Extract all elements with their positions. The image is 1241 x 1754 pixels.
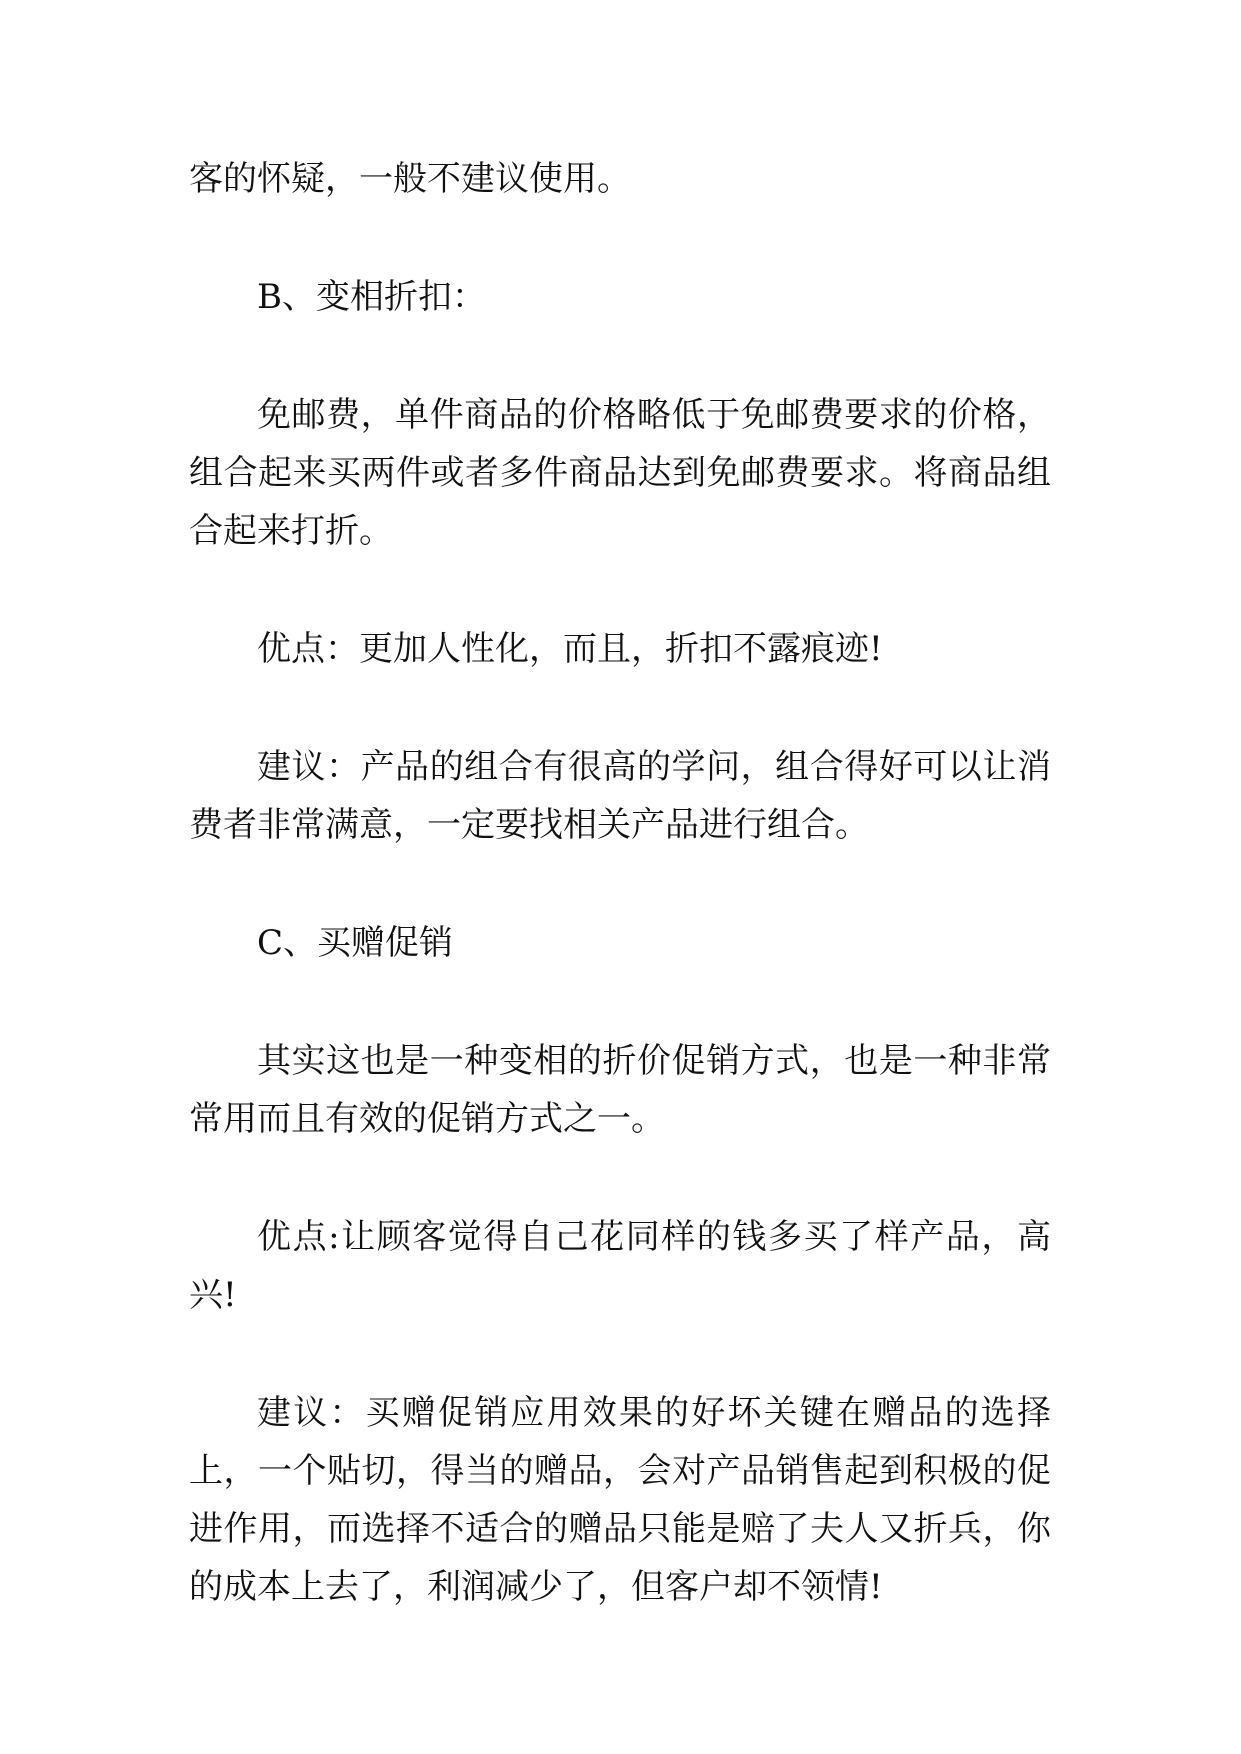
paragraph-suggestion-c: 建议：买赠促销应用效果的好坏关键在赠品的选择上，一个贴切，得当的赠品，会对产品销售起到积极的促进作用，而选择不适合的赠品只能是赔了夫人又折兵，你的成本上去了，利润减少了，但客户却不领情!: [189, 1393, 1051, 1607]
document-body: [189, 150, 1051, 1676]
paragraph-advantage-b: 优点：更加人性化，而且，折扣不露痕迹!: [257, 629, 883, 669]
paragraph-free-shipping: 免邮费，单件商品的价格略低于免邮费要求的价格，组合起来买两件或者多件商品达到免邮费要求。将商品组合起来打折。: [189, 395, 1051, 551]
paragraph-continuation: 客的怀疑，一般不建议使用。: [189, 159, 631, 199]
section-heading-b: B、变相折扣：: [257, 277, 486, 317]
paragraph-advantage-c: 优点:让顾客觉得自己花同样的钱多买了样产品，高兴!: [189, 1217, 1051, 1315]
section-heading-c: C、买赠促销: [257, 923, 454, 963]
paragraph-gift-promotion: 其实这也是一种变相的折价促销方式，也是一种非常常用而且有效的促销方式之一。: [189, 1041, 1051, 1139]
paragraph-suggestion-b: 建议：产品的组合有很高的学问，组合得好可以让消费者非常满意，一定要找相关产品进行组合。: [189, 747, 1051, 845]
